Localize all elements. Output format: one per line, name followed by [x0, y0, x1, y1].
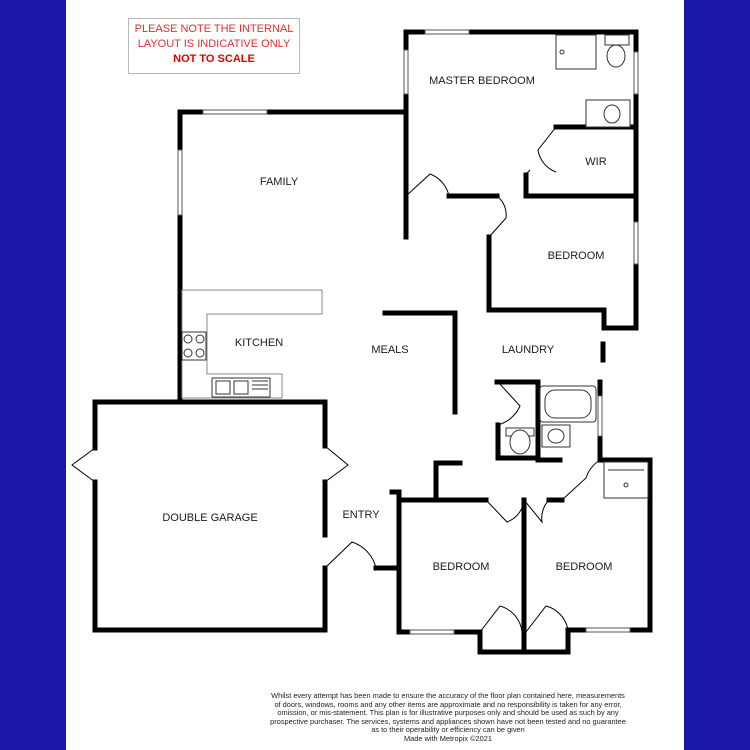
label-laundry: LAUNDRY — [501, 344, 555, 356]
label-bedroom-southwest: BEDROOM — [432, 561, 490, 573]
label-meals: MEALS — [371, 344, 409, 356]
label-bedroom-east: BEDROOM — [547, 250, 605, 262]
notice-line-3: NOT TO SCALE — [173, 53, 255, 65]
disclaimer — [238, 692, 658, 744]
label-entry: ENTRY — [342, 509, 380, 521]
disclaimer-line-5: as to their operability or efficiency can be given — [371, 725, 525, 735]
label-family: FAMILY — [259, 176, 299, 188]
disclaimer-line-2: of doors, windows, rooms and any other items are approximate and no responsibility is taken for any error, — [274, 699, 622, 709]
disclaimer-line-4: prospective purchaser. The services, systems and appliances shown have not been tested and no guarantee — [270, 716, 626, 726]
label-wir: WIR — [585, 156, 607, 168]
notice-line-2: LAYOUT IS INDICATIVE ONLY — [137, 38, 291, 50]
notice-line-1: PLEASE NOTE THE INTERNAL — [134, 23, 294, 35]
disclaimer-line-1: Whilst every attempt has been made to ensure the accuracy of the floor plan contained here, measurements — [271, 691, 625, 700]
disclaimer-line-6: Made with Metropix ©2021 — [403, 733, 493, 743]
label-master-bedroom: MASTER BEDROOM — [429, 75, 535, 87]
room-labels — [162, 75, 612, 573]
disclaimer-line-3: omission, or mis-statement. This plan is for illustrative purposes only and should be used as such by any — [277, 708, 619, 718]
ensuite-fixtures — [556, 35, 630, 127]
label-bedroom-southeast: BEDROOM — [555, 561, 613, 573]
label-kitchen: KITCHEN — [234, 337, 284, 349]
bathroom-fixtures — [506, 386, 648, 498]
label-double-garage: DOUBLE GARAGE — [162, 512, 258, 524]
